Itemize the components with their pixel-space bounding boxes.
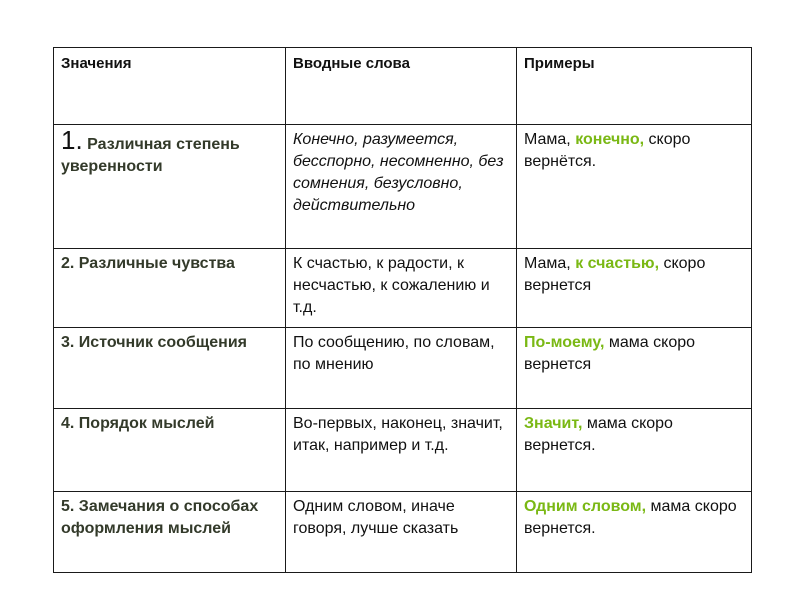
meaning-label: Различные чувства bbox=[78, 255, 235, 272]
table-header-row bbox=[54, 48, 752, 125]
example-highlight: к счастью, bbox=[575, 255, 660, 272]
meaning-text bbox=[61, 498, 258, 537]
words-text: Во-первых, наконец, значит, итак, например и т.д. bbox=[293, 415, 503, 454]
header-examples: Примеры bbox=[524, 55, 595, 72]
table-row bbox=[54, 249, 752, 328]
meaning-text bbox=[61, 415, 214, 432]
meaning-cell bbox=[54, 328, 286, 409]
words-cell bbox=[286, 409, 517, 492]
example-after: мама скоро вернется. bbox=[524, 498, 737, 537]
example-cell bbox=[517, 249, 752, 328]
example-highlight: По-моему, bbox=[524, 334, 605, 351]
words-text: К счастью, к радости, к несчастью, к сожалению и т.д. bbox=[293, 255, 490, 316]
meaning-cell bbox=[54, 125, 286, 249]
introductory-words-table bbox=[53, 47, 752, 573]
meaning-number: 2. bbox=[61, 255, 75, 272]
header-cell bbox=[54, 48, 286, 125]
table-row bbox=[54, 328, 752, 409]
example-after: скоро вернётся. bbox=[524, 131, 691, 170]
example-after: скоро вернется bbox=[524, 255, 706, 294]
example-after: мама скоро вернется. bbox=[524, 415, 673, 454]
meaning-number: 1. bbox=[61, 125, 83, 155]
meaning-label: Различная степень уверенности bbox=[61, 136, 240, 175]
header-meanings: Значения bbox=[61, 55, 132, 72]
meaning-text bbox=[61, 125, 240, 175]
example-highlight: Значит, bbox=[524, 415, 583, 432]
example-highlight: Одним словом, bbox=[524, 498, 647, 515]
meaning-number: 5. bbox=[61, 498, 75, 515]
words-text: Конечно, разумеется, бесспорно, несомненно, без сомнения, безусловно, действительно bbox=[293, 131, 504, 214]
meaning-number: 4. bbox=[61, 415, 75, 432]
words-cell bbox=[286, 125, 517, 249]
words-cell bbox=[286, 328, 517, 409]
meaning-cell bbox=[54, 249, 286, 328]
meaning-text bbox=[61, 255, 235, 272]
example-before: Мама, bbox=[524, 131, 576, 148]
example-cell bbox=[517, 409, 752, 492]
meaning-cell bbox=[54, 492, 286, 573]
words-cell bbox=[286, 492, 517, 573]
example-cell bbox=[517, 328, 752, 409]
header-cell bbox=[286, 48, 517, 125]
header-cell bbox=[517, 48, 752, 125]
meaning-label: Источник сообщения bbox=[78, 334, 247, 351]
meaning-cell bbox=[54, 409, 286, 492]
meaning-label: Замечания о способах оформления мыслей bbox=[61, 498, 259, 537]
words-text: По сообщению, по словам, по мнению bbox=[293, 334, 495, 373]
words-cell bbox=[286, 249, 517, 328]
words-text: Одним словом, иначе говоря, лучше сказать bbox=[293, 498, 459, 537]
meaning-text bbox=[61, 334, 247, 351]
table-row bbox=[54, 125, 752, 249]
header-words: Вводные слова bbox=[293, 55, 410, 72]
example-highlight: конечно, bbox=[575, 131, 645, 148]
meaning-number: 3. bbox=[61, 334, 75, 351]
table-row bbox=[54, 409, 752, 492]
example-cell bbox=[517, 492, 752, 573]
example-cell bbox=[517, 125, 752, 249]
example-after: мама скоро вернется bbox=[524, 334, 696, 373]
table-row bbox=[54, 492, 752, 573]
example-before: Мама, bbox=[524, 255, 576, 272]
meaning-label: Порядок мыслей bbox=[78, 415, 215, 432]
